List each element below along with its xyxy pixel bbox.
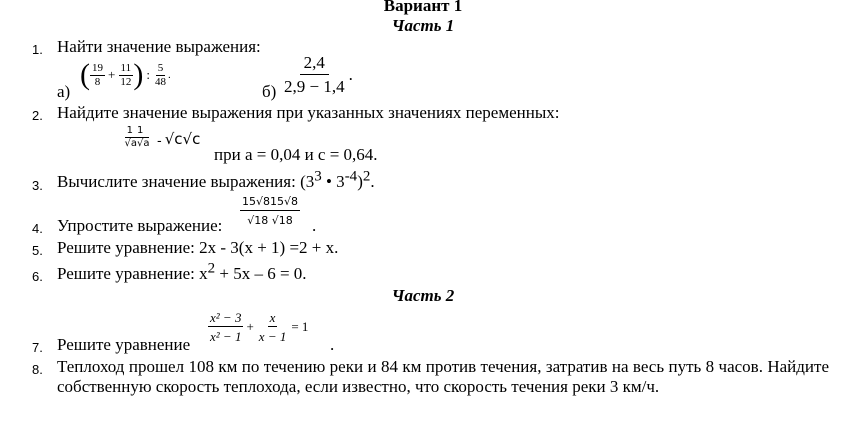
- exponent-2: 2: [362, 168, 371, 185]
- item-2-text: Найдите значение выражения при указанных значениях переменных:: [57, 103, 560, 122]
- denominator: x² − 1: [210, 329, 242, 344]
- numerator: 5: [157, 61, 164, 74]
- numerator: 11: [120, 61, 132, 74]
- item-1a-label: а): [57, 82, 71, 101]
- item-6-number: 6.: [32, 269, 43, 284]
- exponent-3: 3: [314, 168, 322, 185]
- item-4-end: .: [312, 216, 317, 235]
- root-product: √c√c: [164, 129, 201, 148]
- item-3-number: 3.: [32, 178, 43, 193]
- denominator: x − 1: [258, 329, 287, 344]
- item-8-text: Теплоход прошел 108 км по течению реки и 84 км против течения, затратив на весь путь 8 часов. Найдите собственную скорость теплохода, если известно, что скорость течения реки 3 км/ч.: [57, 357, 829, 396]
- fraction-b: [282, 54, 347, 95]
- fraction-5-48: [153, 63, 168, 88]
- exponent-minus-4: -4: [344, 168, 358, 185]
- item-1a-expression: [80, 60, 171, 90]
- numerator: x² − 3: [210, 310, 242, 325]
- fraction-1-1-over-roots: [120, 126, 154, 149]
- item-3-prefix: Вычислите значение выражения: (3: [57, 172, 315, 191]
- item-3-text: [57, 168, 375, 192]
- equals-one: = 1: [291, 319, 309, 334]
- item-7-equation: [208, 311, 308, 343]
- item-3-middle: • 3: [321, 172, 345, 191]
- item-5-text: Решите уравнение: 2х - 3(х + 1) =2 + х.: [57, 238, 339, 257]
- item-2-number: 2.: [32, 108, 43, 123]
- numerator: 2,4: [300, 54, 329, 75]
- item-7-end: .: [330, 335, 335, 354]
- fraction-roots: [240, 196, 300, 226]
- item-6-rest: + 5х – 6 = 0.: [215, 264, 307, 283]
- item-2-values: при а = 0,04 и с = 0,64.: [214, 145, 378, 164]
- denominator: √18 √18: [247, 214, 293, 227]
- item-2-expression: [120, 126, 200, 149]
- item-4-text: Упростите выражение:: [57, 216, 223, 235]
- item-4-expression: [240, 196, 300, 226]
- exponent-2: 2: [207, 260, 216, 277]
- plus-sign: +: [246, 319, 254, 334]
- item-1-number: 1.: [32, 42, 43, 57]
- item-1b-expression: [282, 54, 353, 95]
- end-dot: .: [167, 69, 171, 81]
- fraction-x2-3-over-x2-1: [208, 311, 243, 343]
- fraction-19-8: [90, 63, 105, 88]
- end-dot: .: [348, 64, 353, 84]
- numerator: 11: [126, 125, 148, 136]
- colon-sign: :: [146, 67, 150, 82]
- open-paren: (: [80, 58, 90, 91]
- denominator: √a√a: [124, 138, 150, 149]
- part-2-heading: Часть 2: [391, 286, 455, 305]
- plus-sign: +: [108, 67, 116, 82]
- fraction-x-over-x-1: [257, 311, 289, 343]
- item-5-number: 5.: [32, 243, 43, 258]
- item-7-text: Решите уравнение: [57, 335, 191, 354]
- part-1-heading: Часть 1: [391, 16, 455, 35]
- item-7-number: 7.: [32, 340, 43, 355]
- denominator: 48: [154, 75, 166, 88]
- numerator: 15√815√8: [240, 196, 300, 211]
- item-1-text: Найти значение выражения:: [57, 37, 261, 56]
- numerator: 19: [92, 61, 103, 74]
- close-paren: ): [133, 58, 144, 91]
- numerator: x: [269, 310, 276, 325]
- denominator: 12: [120, 75, 132, 88]
- denominator: 2,9 − 1,4: [284, 77, 345, 96]
- denominator: 8: [94, 75, 101, 88]
- item-6-prefix: Решите уравнение: х: [57, 264, 208, 283]
- item-1b-label: б): [262, 82, 277, 101]
- fraction-11-12: [118, 63, 133, 88]
- page-title: Вариант 1: [383, 0, 463, 15]
- item-8-number: 8.: [32, 362, 43, 377]
- item-6-text: [57, 260, 307, 284]
- close-paren: ): [357, 172, 363, 191]
- minus-sign: -: [157, 134, 162, 149]
- item-4-number: 4.: [32, 221, 43, 236]
- end-dot: .: [370, 172, 375, 191]
